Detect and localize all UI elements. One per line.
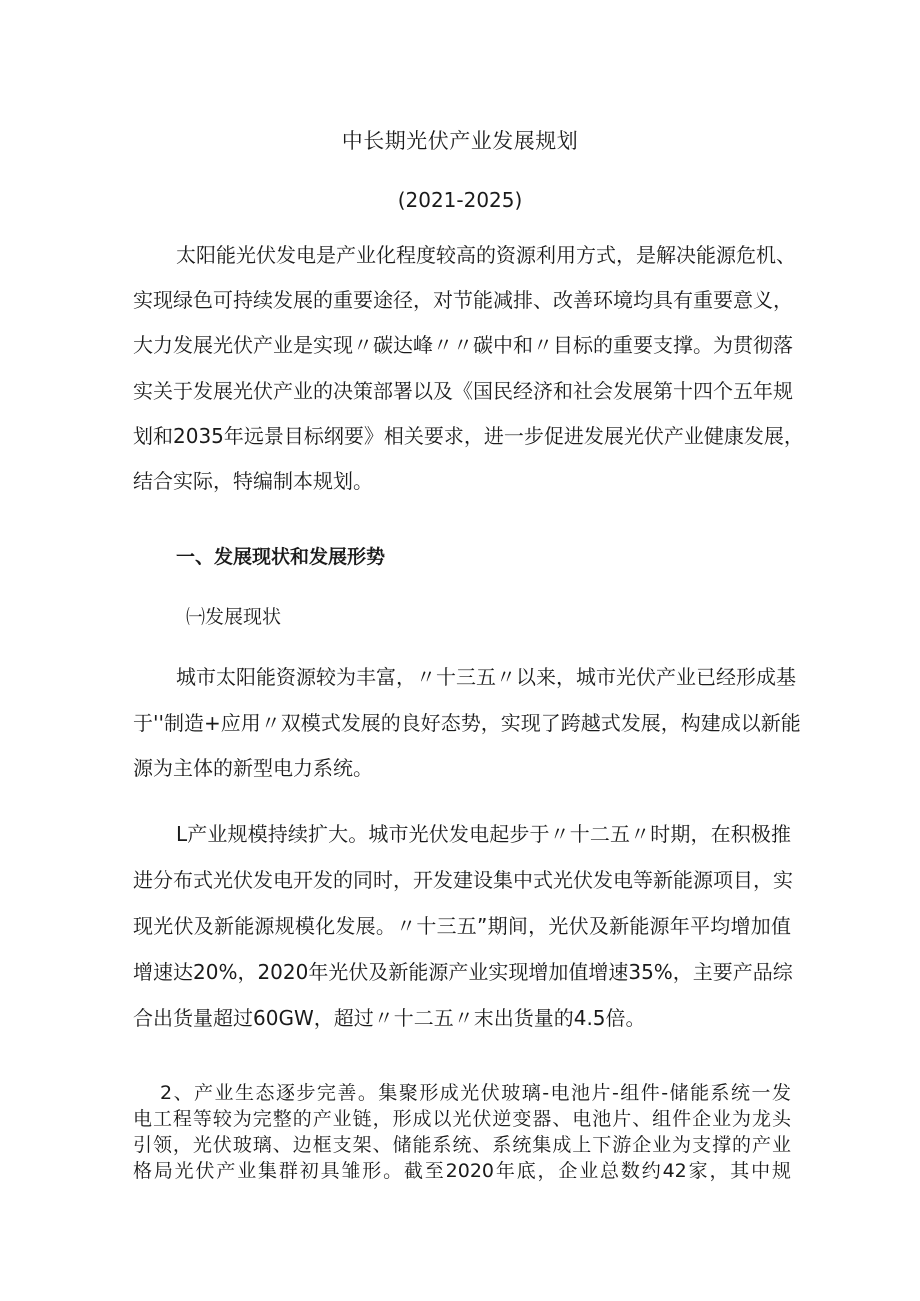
document-title: 中长期光伏产业发展规划 [341,129,579,153]
ecology-line: 引领，光伏玻璃、边框支架、储能系统、系统集成上下游企业为支撑的产业 [133,1134,791,1156]
scale-line: 进分布式光伏发电开发的同时，开发建设集中式光伏发电等新能源项目，实 [133,868,793,892]
ecology-line: 电工程等较为完整的产业链，形成以光伏逆变器、电池片、组件企业为龙头 [133,1108,791,1130]
intro-line: 结合实际，特编制本规划。 [133,469,373,493]
intro-line: 大力发展光伏产业是实现〃碳达峰〃〃碳中和〃目标的重要支撑。为贯彻落 [133,333,793,357]
scale-line: L产业规模持续扩大。城市光伏发电起步于〃十二五〃时期，在积极推 [176,822,791,846]
scale-line: 现光伏及新能源规模化发展。〃十三五”期间，光伏及新能源年平均增加值 [133,914,791,938]
scale-line: 增速达20%，2020年光伏及新能源产业实现增加值增速35%，主要产品综 [133,960,793,984]
subsection-heading: ㈠发展现状 [186,606,282,628]
ecology-line: 2、产业生态逐步完善。集聚形成光伏玻璃-电池片-组件-储能系统一发 [160,1082,791,1104]
status-line: 于''制造+应用〃双模式发展的良好态势，实现了跨越式发展，构建成以新能 [133,711,801,735]
status-line: 源为主体的新型电力系统。 [133,756,373,780]
scale-line: 合出货量超过60GW，超过〃十二五〃末出货量的4.5倍。 [133,1006,646,1030]
intro-line: 实关于发展光伏产业的决策部署以及《国民经济和社会发展第十四个五年规 [133,379,793,403]
intro-line: 太阳能光伏发电是产业化程度较高的资源利用方式，是解决能源危机、 [176,243,796,267]
document-subtitle: (2021-2025) [397,188,523,212]
section-heading: 一、发展现状和发展形势 [176,546,386,568]
intro-line: 实现绿色可持续发展的重要途径，对节能减排、改善环境均具有重要意义， [133,288,793,312]
status-line: 城市太阳能资源较为丰富，〃十三五〃以来，城市光伏产业已经形成基 [176,665,796,689]
ecology-line: 格局光伏产业集群初具雏形。截至2020年底，企业总数约42家，其中规 [133,1160,791,1182]
intro-line: 划和2035年远景目标纲要》相关要求，进一步促进发展光伏产业健康发展， [133,424,804,448]
